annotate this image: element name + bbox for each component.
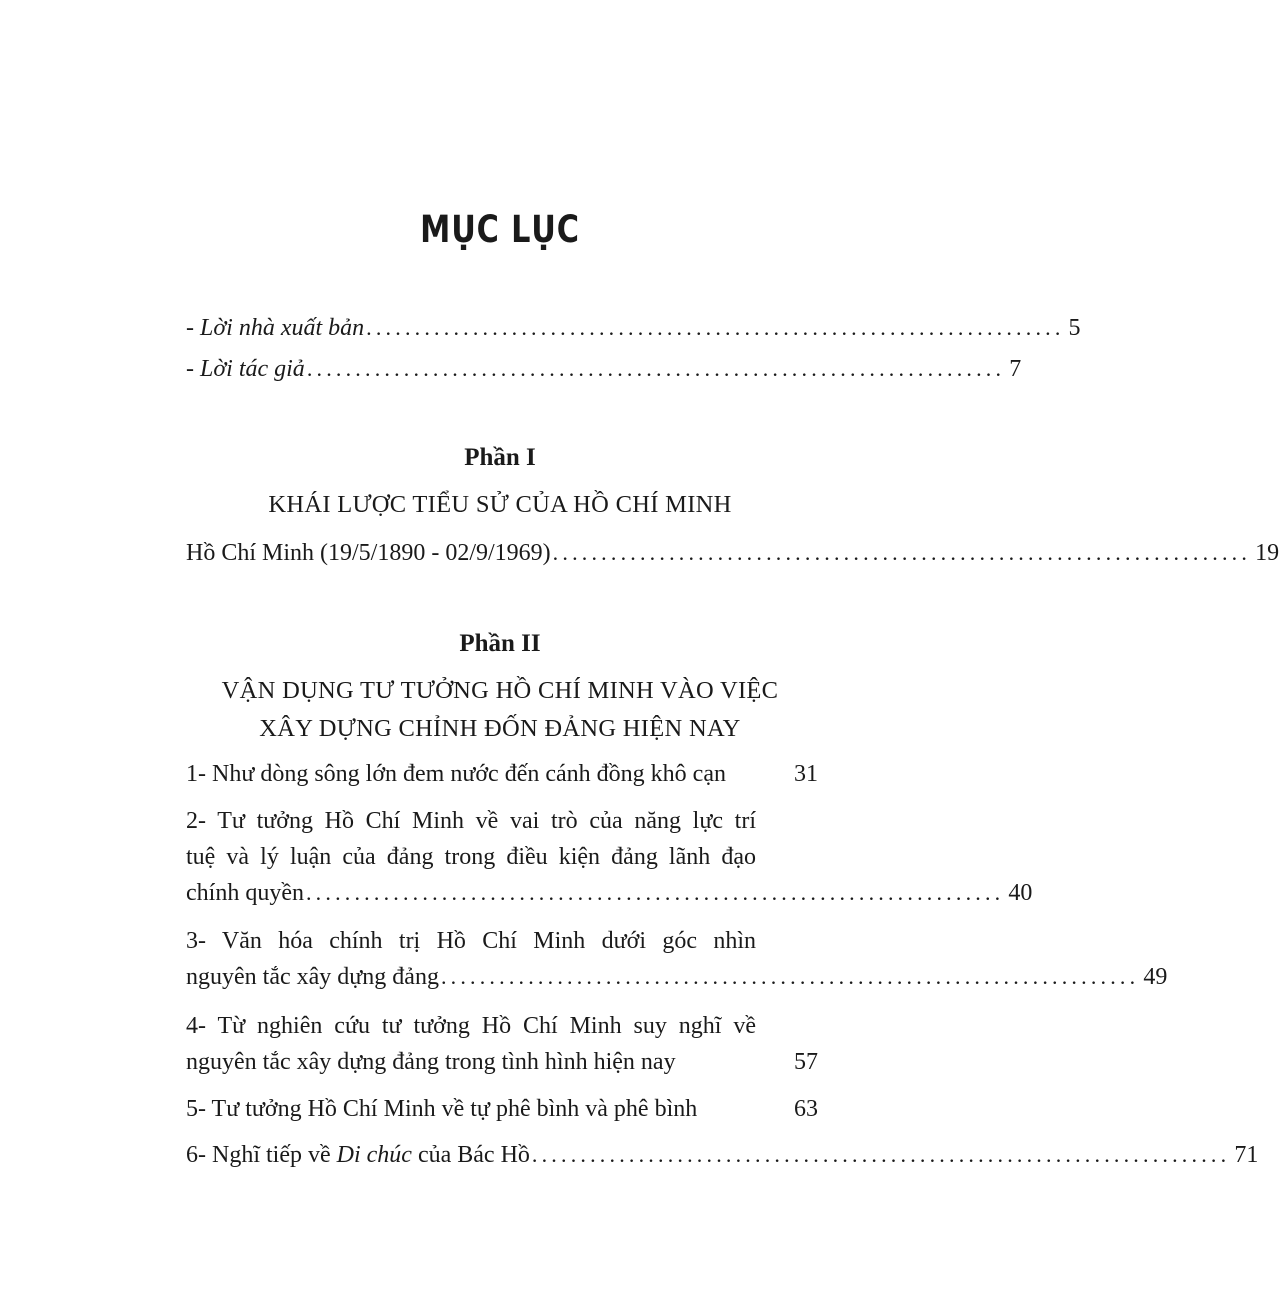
toc-entry-text: Hồ Chí Minh (19/5/1890 - 02/9/1969) (186, 540, 551, 566)
page-number: 7 (1009, 356, 1022, 382)
toc-entry-text-pre: 6- Nghĩ tiếp về (186, 1142, 337, 1168)
page-number: 31 (794, 761, 818, 787)
part-title-line: VẬN DỤNG TƯ TƯỞNG HỒ CHÍ MINH VÀO VIỆC (221, 677, 779, 704)
toc-entry-text: 5- Tư tưởng Hồ Chí Minh về tự phê bình và phê bình (186, 1096, 698, 1122)
toc-entry-line: 4- Từ nghiên cứu tư tưởng Hồ Chí Minh suy nghĩ về (186, 1013, 756, 1039)
toc-entry-line: 3- Văn hóa chính trị Hồ Chí Minh dưới góc nhìn (186, 928, 756, 954)
toc-entry (186, 923, 1168, 995)
toc-entry-line: 2- Tư tưởng Hồ Chí Minh về vai trò của năng lực trí (186, 808, 756, 834)
toc-entry (186, 803, 1033, 911)
page-title: MỤC LỤC (420, 208, 580, 251)
toc-entry-text-emphasis: Di chúc (336, 1142, 412, 1168)
dot-leader: ........................................................................ (552, 540, 1252, 565)
toc-entry-text: - Lời tác giả (186, 356, 305, 382)
dot-leader: ........................................................................ (531, 1142, 1231, 1167)
page-number: 40 (1008, 880, 1033, 906)
page-number: 49 (1143, 964, 1168, 990)
dot-leader: ........................................................................ (305, 880, 1005, 905)
toc-entry (186, 535, 1279, 571)
toc-entry-author-note (186, 351, 1022, 387)
toc-entry-text: chính quyền (186, 880, 304, 906)
part-title-line: KHÁI LƯỢC TIỂU SỬ CỦA HỒ CHÍ MINH (268, 491, 732, 518)
dot-leader: ........................................................................ (440, 964, 1140, 989)
toc-entry (186, 1091, 818, 1127)
toc-entry-line: tuệ và lý luận của đảng trong điều kiện đảng lãnh đạo (186, 844, 756, 870)
dot-leader: ........................................................................ (306, 356, 1006, 381)
page-number: 71 (1234, 1142, 1259, 1168)
toc-entry (186, 1008, 818, 1080)
part-2-label: Phần II (459, 630, 541, 657)
dot-leader: ........................................................................ (366, 315, 1065, 340)
toc-entry-publisher-note (186, 310, 1081, 346)
page-number: 19 (1255, 540, 1279, 566)
toc-entry-text-post: của Bác Hồ (411, 1142, 530, 1168)
page-number: 5 (1068, 315, 1081, 341)
page-number: 57 (794, 1049, 818, 1075)
toc-entry-text: - Lời nhà xuất bản (186, 315, 365, 341)
part-1-label: Phần I (464, 444, 536, 471)
toc-entry-text: 1- Như dòng sông lớn đem nước đến cánh đồng khô cạn (186, 761, 726, 787)
toc-entry (186, 756, 818, 792)
toc-entry-text (186, 1137, 530, 1173)
part-1-title (0, 486, 1000, 524)
toc-entry-text: nguyên tắc xây dựng đảng trong tình hình hiện nay (186, 1049, 676, 1075)
toc-entry-text: nguyên tắc xây dựng đảng (186, 964, 439, 990)
part-title-line: XÂY DỰNG CHỈNH ĐỐN ĐẢNG HIỆN NAY (259, 715, 741, 742)
page-number: 63 (794, 1096, 818, 1122)
part-2-title (0, 672, 1000, 748)
toc-entry (186, 1137, 1259, 1173)
